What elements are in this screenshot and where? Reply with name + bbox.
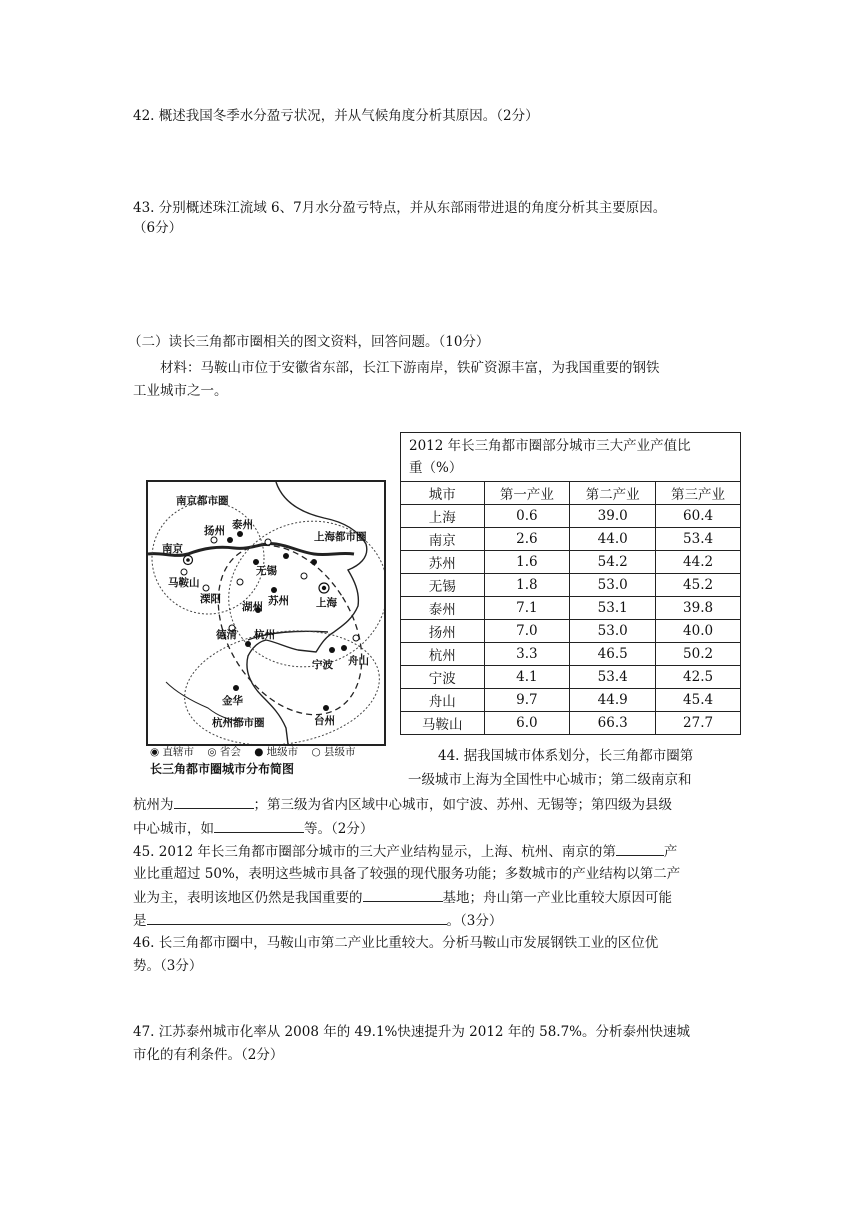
county-marker [353, 635, 359, 641]
city-marker [283, 553, 289, 559]
question-47-line1: 47. 江苏泰州城市化率从 2008 年的 49.1%快速提升为 2012 年的 58.7%。分析泰州快速城 [133, 1024, 690, 1040]
legend-county: ○ 县级市 [311, 746, 356, 758]
nanjing-marker-center [186, 558, 190, 562]
q45-text-f: 。（3分） [446, 913, 503, 929]
question-45-line3 [133, 887, 672, 908]
county-marker [301, 573, 307, 579]
county-marker [265, 539, 271, 545]
cell: 宁波 [401, 666, 485, 689]
question-44-line1: 44. 据我国城市体系划分，长三角都市圈第 [438, 748, 694, 764]
answer-blank-1[interactable] [174, 794, 254, 809]
q44-text-c: 中心城市，如 [133, 821, 214, 837]
cell: 66.3 [570, 712, 656, 735]
label-hangzhou: 杭州 [254, 629, 275, 641]
cell: 1.6 [484, 551, 570, 574]
q45-text-a: 45. 2012 年长三角都市圈部分城市的三大产业结构显示，上海、杭州、南京的第 [133, 844, 616, 860]
table-row [401, 505, 741, 528]
cell: 舟山 [401, 689, 485, 712]
label-taizhou: 泰州 [232, 519, 253, 531]
table-caption [401, 433, 741, 482]
taizhou-zj-marker [323, 705, 329, 711]
cell: 46.5 [570, 643, 656, 666]
material-line1: 材料：马鞍山市位于安徽省东部，长江下游南岸，铁矿资源丰富，为我国重要的钢铁 [160, 360, 660, 376]
map-legend [150, 744, 366, 759]
q44-text-b: ；第三级为省内区域中心城市，如宁波、苏州、无锡等；第四级为县级 [253, 797, 672, 813]
cell: 60.4 [656, 505, 741, 528]
county-marker [181, 569, 187, 575]
label-huzhou: 湖州 [242, 601, 263, 613]
q45-text-c: 业为主，表明该地区仍然是我国重要的 [133, 890, 363, 906]
county-marker [237, 579, 243, 585]
industry-table [400, 432, 741, 735]
cell: 50.2 [656, 643, 741, 666]
cell: 扬州 [401, 620, 485, 643]
answer-blank-2[interactable] [214, 818, 304, 833]
cell: 39.8 [656, 597, 741, 620]
table-caption-line2: 重（%） [409, 460, 463, 476]
table-row [401, 643, 741, 666]
label-nanjing-circle: 南京都市圈 [176, 495, 229, 507]
table-row [401, 597, 741, 620]
zhoushan-marker [341, 645, 347, 651]
q44-text-d: 等。（2分） [304, 821, 374, 837]
table-row [401, 551, 741, 574]
cell: 40.0 [656, 620, 741, 643]
table-row [401, 620, 741, 643]
coastline [247, 482, 367, 744]
question-43-line2: （6分） [133, 220, 183, 236]
answer-blank-3[interactable] [616, 841, 664, 856]
table-row [401, 574, 741, 597]
cell: 44.0 [570, 528, 656, 551]
question-43-line1: 43. 分别概述珠江流域 6、7月水分盈亏特点，并从东部雨带进退的角度分析其主要原因。 [133, 200, 667, 216]
cell: 27.7 [656, 712, 741, 735]
cell: 45.2 [656, 574, 741, 597]
cell: 45.4 [656, 689, 741, 712]
cell: 7.0 [484, 620, 570, 643]
header-secondary: 第二产业 [570, 482, 656, 505]
q45-text-b: 产 [663, 844, 678, 860]
cell: 53.0 [570, 574, 656, 597]
header-primary: 第一产业 [484, 482, 570, 505]
county-markers [181, 537, 359, 641]
county-marker [211, 537, 217, 543]
cell: 4.1 [484, 666, 570, 689]
table-row [401, 666, 741, 689]
shanghai-marker-center [322, 586, 326, 590]
cell: 44.2 [656, 551, 741, 574]
cell: 上海 [401, 505, 485, 528]
cell: 3.3 [484, 643, 570, 666]
label-jinhua: 金华 [222, 695, 243, 707]
question-45-line2: 业比重超过 50%，表明这些城市具备了较强的现代服务功能；多数城市的产业结构以第二产 [133, 866, 681, 882]
ningbo-marker [329, 647, 335, 653]
question-44-line3 [133, 794, 672, 815]
yrd-map [146, 480, 386, 746]
taizhou-marker [237, 531, 243, 537]
question-42: 42. 概述我国冬季水分盈亏状况，并从气候角度分析其原因。（2分） [133, 108, 539, 124]
header-city: 城市 [401, 482, 485, 505]
label-taizhou-zj: 台州 [314, 715, 335, 727]
cell: 42.5 [656, 666, 741, 689]
header-tertiary: 第三产业 [656, 482, 741, 505]
label-maanshan: 马鞍山 [168, 577, 200, 589]
map-caption: 长三角都市圈城市分布简图 [150, 762, 295, 776]
cell: 39.0 [570, 505, 656, 528]
q44-text-a: 杭州为 [133, 797, 174, 813]
cell: 无锡 [401, 574, 485, 597]
cell: 1.8 [484, 574, 570, 597]
label-liyang: 溧阳 [200, 593, 221, 605]
map-svg [148, 482, 384, 744]
question-46-line1: 46. 长三角都市圈中，马鞍山市第二产业比重较大。分析马鞍山市发展钢铁工业的区位优 [133, 935, 659, 951]
table-header-row [401, 482, 741, 505]
cell: 53.1 [570, 597, 656, 620]
cell: 9.7 [484, 689, 570, 712]
cell: 7.1 [484, 597, 570, 620]
cell: 44.9 [570, 689, 656, 712]
cell: 马鞍山 [401, 712, 485, 735]
question-45-line4 [133, 910, 502, 931]
cell: 南京 [401, 528, 485, 551]
question-45-line1 [133, 841, 677, 862]
label-shanghai: 上海 [316, 597, 337, 609]
city-markers [227, 531, 347, 711]
city-marker [311, 559, 317, 565]
legend-municipality: ◉ 直辖市 [150, 746, 194, 758]
question-44-line2: 一级城市上海为全国性中心城市；第二级南京和 [408, 772, 692, 788]
answer-blank-4[interactable] [363, 887, 443, 902]
cell: 54.2 [570, 551, 656, 574]
yangzhou-marker [227, 537, 233, 543]
label-deqing: 德清 [216, 629, 237, 641]
cell: 泰州 [401, 597, 485, 620]
cell: 53.0 [570, 620, 656, 643]
label-zhoushan: 舟山 [348, 655, 369, 667]
q45-text-d: 基地；舟山第一产业比重较大原因可能 [442, 890, 672, 906]
q45-text-e: 是 [133, 913, 147, 929]
cell: 6.0 [484, 712, 570, 735]
legend-prefecture: ● 地级市 [254, 746, 299, 758]
table-row [401, 689, 741, 712]
table-row [401, 528, 741, 551]
material-line2: 工业城市之一。 [133, 383, 228, 399]
cell: 0.6 [484, 505, 570, 528]
legend-capital: ◎ 省会 [207, 746, 241, 758]
hangzhou-marker [245, 641, 251, 647]
cell: 杭州 [401, 643, 485, 666]
label-suzhou: 苏州 [268, 595, 289, 607]
table-caption-line1: 2012 年长三角都市圈部分城市三大产业产值比 [409, 438, 691, 454]
label-nanjing: 南京 [162, 543, 183, 555]
label-wuxi: 无锡 [256, 565, 277, 577]
suzhou-marker [271, 587, 277, 593]
question-44-line4 [133, 818, 373, 839]
answer-blank-5[interactable] [147, 910, 447, 925]
cell: 2.6 [484, 528, 570, 551]
question-47-line2: 市化的有利条件。（2分） [133, 1047, 284, 1063]
question-46-line2: 势。（3分） [133, 958, 203, 974]
liyang-marker [203, 585, 209, 591]
section-2-title: （二）读长三角都市圈相关的图文资料，回答问题。（10分） [128, 334, 490, 350]
cell: 53.4 [570, 666, 656, 689]
cell: 苏州 [401, 551, 485, 574]
table-row [401, 712, 741, 735]
label-shanghai-circle: 上海都市圈 [314, 531, 367, 543]
label-ningbo: 宁波 [312, 659, 333, 671]
label-yangzhou: 扬州 [204, 525, 225, 537]
jinhua-marker [233, 685, 239, 691]
label-hangzhou-circle: 杭州都市圈 [212, 717, 265, 729]
cell: 53.4 [656, 528, 741, 551]
